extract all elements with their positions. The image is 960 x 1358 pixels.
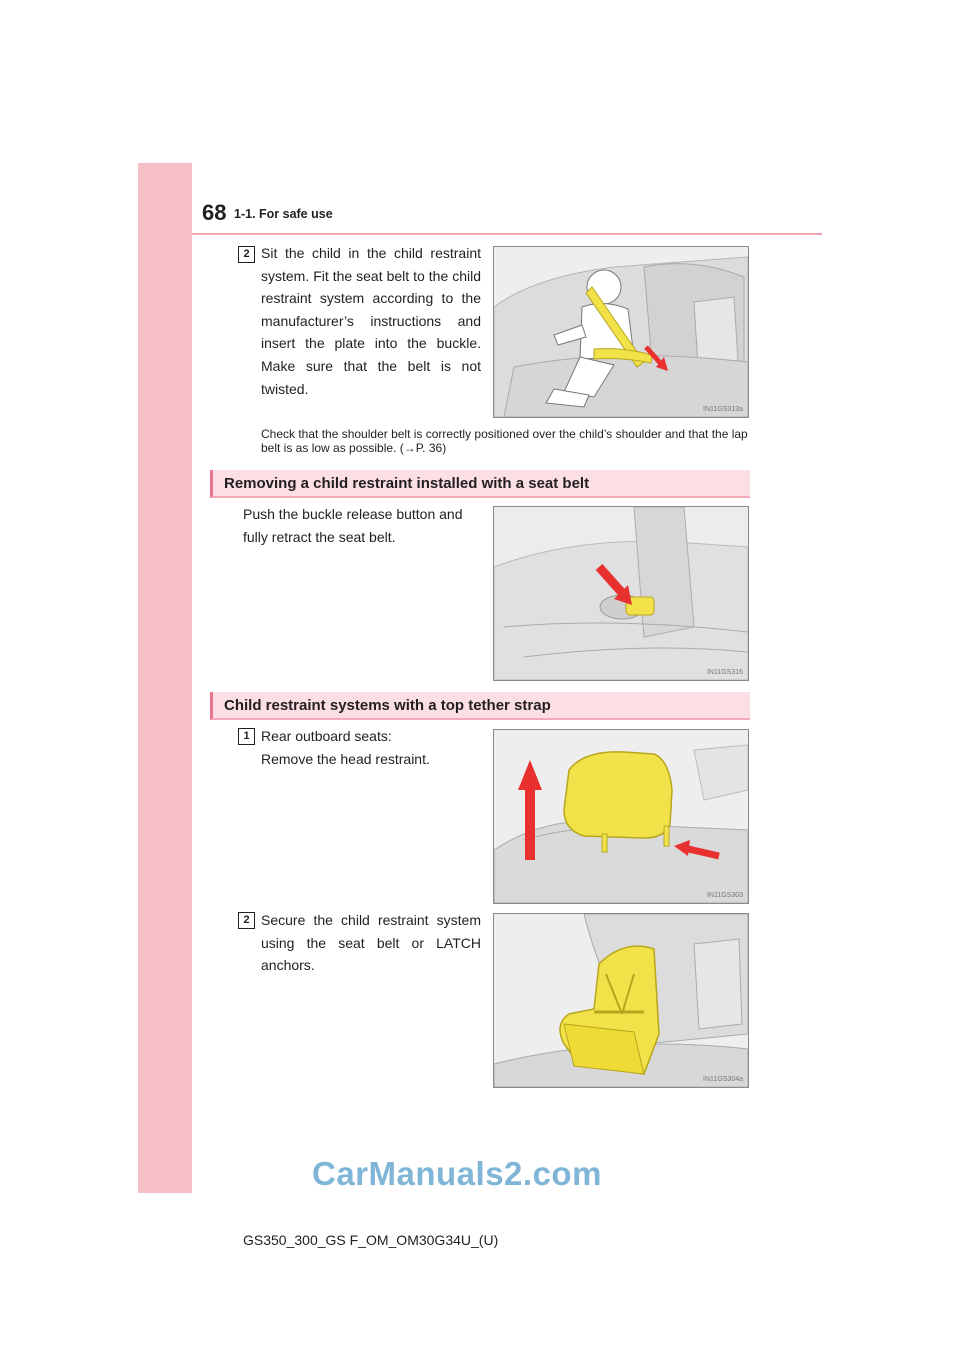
step-badge: 2 xyxy=(238,912,255,929)
step-text xyxy=(261,725,481,770)
step-note: Check that the shoulder belt is correctly positioned over the child’s shoulder and that the lap belt is as low as possible. (→P. 36) xyxy=(261,427,748,455)
step-text-line: Rear outboard seats: xyxy=(261,728,392,744)
figure-code: IN11GS316 xyxy=(706,669,743,676)
figure-child-seat-latch xyxy=(493,913,749,1088)
page-sidebar-tab xyxy=(138,163,192,1193)
figure-head-restraint xyxy=(493,729,749,904)
step-text-line: Remove the head restraint. xyxy=(261,750,430,767)
section-heading-removing xyxy=(210,470,750,498)
figure-buckle-release xyxy=(493,506,749,681)
header-rule xyxy=(192,233,822,235)
step-badge: 2 xyxy=(238,246,255,263)
section-title: 1-1. For safe use xyxy=(234,207,333,221)
page-number: 68 xyxy=(202,200,227,225)
step-badge: 1 xyxy=(238,728,255,745)
figure-child-seat-belt xyxy=(493,246,749,418)
figure-code: IN11GS304a xyxy=(703,1076,743,1083)
figure-code: IN11GS313a xyxy=(703,406,743,413)
figure-code: IN11GS303 xyxy=(706,892,743,899)
step-text: Secure the child restraint system using the seat belt or LATCH anchors. xyxy=(261,912,481,974)
section-heading-text: Removing a child restraint installed with a seat belt xyxy=(224,475,590,492)
watermark: CarManuals2.com xyxy=(312,1155,602,1192)
removing-text: Push the buckle release button and fully retract the seat belt. xyxy=(243,506,463,545)
section-heading-tether xyxy=(210,692,750,720)
step-text: Sit the child in the child restraint system. Fit the seat belt to the child restraint system according to the manufacturer’s instructions and insert the plate into the buckle. Make sure that the belt is not twisted. xyxy=(261,245,481,397)
section-heading-text: Child restraint systems with a top tether strap xyxy=(224,697,551,714)
footer-code: GS350_300_GS F_OM_OM30G34U_(U) xyxy=(243,1232,499,1248)
